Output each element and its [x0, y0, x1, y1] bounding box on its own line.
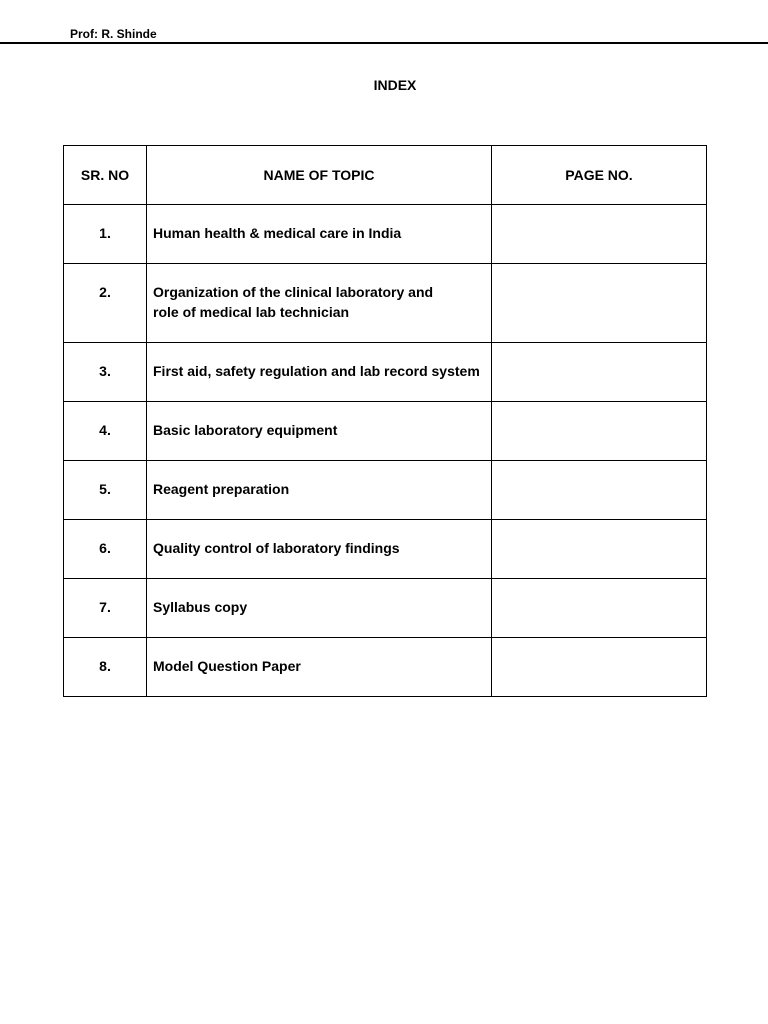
row-topic-line: role of medical lab technician	[153, 304, 350, 320]
table-row	[64, 461, 707, 520]
row-sr-no: 1.	[64, 205, 147, 264]
row-topic-line: Syllabus copy	[153, 599, 248, 615]
table-row	[64, 205, 707, 264]
table-row	[64, 343, 707, 402]
row-page-no	[492, 461, 707, 520]
row-topic-line: Organization of the clinical laboratory and	[153, 284, 434, 300]
row-topic	[147, 343, 492, 402]
table-row	[64, 638, 707, 697]
row-sr-no: 3.	[64, 343, 147, 402]
row-topic	[147, 579, 492, 638]
row-sr-no: 7.	[64, 579, 147, 638]
row-topic	[147, 402, 492, 461]
header-divider	[0, 42, 768, 44]
row-topic-line: First aid, safety regulation and lab record system	[153, 363, 480, 379]
table-row	[64, 579, 707, 638]
table-row	[64, 264, 707, 343]
row-topic-line: Human health & medical care in India	[153, 225, 402, 241]
row-sr-no: 5.	[64, 461, 147, 520]
row-sr-no: 8.	[64, 638, 147, 697]
row-sr-no: 4.	[64, 402, 147, 461]
row-sr-no: 2.	[64, 264, 147, 343]
column-header-topic: NAME OF TOPIC	[147, 146, 492, 205]
row-topic-line: Model Question Paper	[153, 658, 301, 674]
column-header-sr-no: SR. NO	[64, 146, 147, 205]
row-page-no	[492, 264, 707, 343]
row-topic	[147, 264, 492, 343]
table-header-row	[64, 146, 707, 205]
index-table	[63, 145, 707, 697]
row-page-no	[492, 205, 707, 264]
row-topic	[147, 520, 492, 579]
row-page-no	[492, 520, 707, 579]
column-header-page-no: PAGE NO.	[492, 146, 707, 205]
row-page-no	[492, 343, 707, 402]
row-page-no	[492, 579, 707, 638]
row-topic-line: Reagent preparation	[153, 481, 290, 497]
row-topic	[147, 205, 492, 264]
table-row	[64, 520, 707, 579]
row-page-no	[492, 402, 707, 461]
page-title: INDEX	[373, 77, 417, 93]
page-header-author: Prof: R. Shinde	[70, 27, 157, 41]
row-page-no	[492, 638, 707, 697]
row-sr-no: 6.	[64, 520, 147, 579]
row-topic	[147, 638, 492, 697]
row-topic-line: Basic laboratory equipment	[153, 422, 338, 438]
table-row	[64, 402, 707, 461]
row-topic-line: Quality control of laboratory findings	[153, 540, 400, 556]
row-topic	[147, 461, 492, 520]
